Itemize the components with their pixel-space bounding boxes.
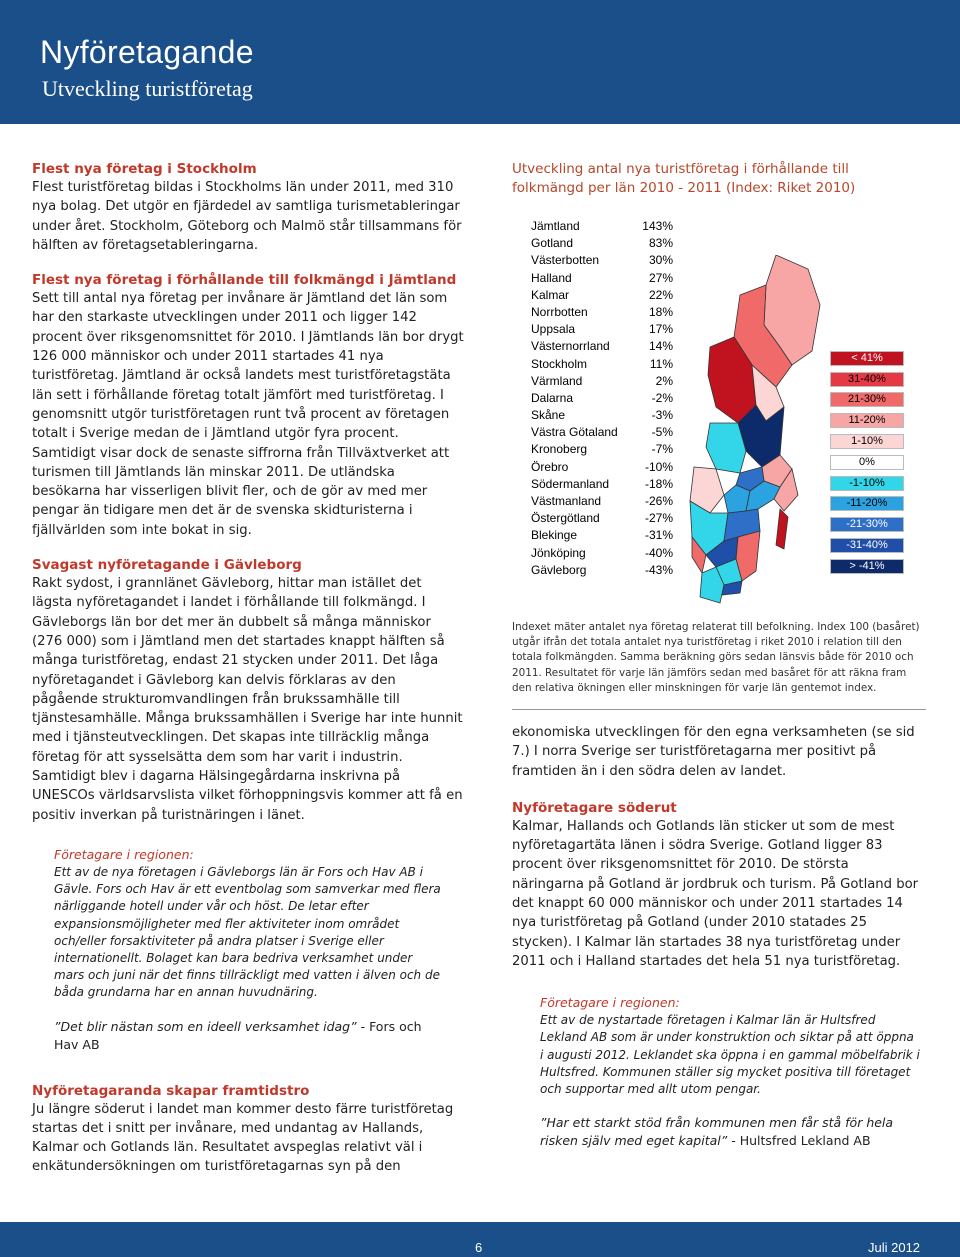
county-value: 11% [649, 356, 673, 371]
county-name: Värmland [531, 373, 583, 388]
county-value: 14% [648, 339, 673, 354]
table-row [531, 407, 673, 424]
table-row [531, 338, 673, 355]
section-text-gavleborg: Rakt sydost, i grannlänet Gävleborg, hittar man istället det lägsta nyföretagandet i landet i förhållande till folkmängd. I Gävleborgs län bor det mer än dubbelt så många människor (276 000) som i Jämtland men det startades knappt hälften så många turistföretag, endast 21 stycken under 2011. Det låga nyföretagandet i Gävleborg kan delvis förklaras av den pågående strukturomvandlingen från brukssamhälle till tjänstesamhälle. Många brukssamhällen i Sverige har inte hunnit med i tjänsteutvecklingen. Det skapas inte tillräcklig många företag för att sysselsätta dem som har varit i industrin. Samtidigt blev i dagarna Hälsingegårdarna inskrivna på UNESCOs världsarvslista vilket förhoppningsvis kommer att få en positiv inverkan på turistnäringen i länet. [32, 576, 463, 823]
legend-label: > -41% [830, 559, 904, 574]
table-row [531, 476, 673, 493]
legend-label: 11-20% [830, 413, 904, 428]
county-name: Skåne [531, 408, 566, 423]
table-row [531, 493, 673, 510]
legend-label: -1-10% [830, 476, 904, 491]
county-name: Norrbotten [531, 304, 588, 319]
county-value: -10% [644, 459, 673, 474]
table-row [531, 287, 673, 304]
map-legend [830, 348, 920, 577]
county-name: Västernorrland [531, 339, 610, 354]
county-value: -3% [651, 408, 673, 423]
table-row [531, 356, 673, 373]
legend-item [830, 514, 920, 535]
table-row [531, 527, 673, 544]
county-value: -7% [651, 442, 673, 457]
legend-label: 1-10% [830, 434, 904, 449]
map-title-line2: folkmängd per län 2010 - 2011 (Index: Riket 2010) [512, 180, 856, 196]
county-name: Västmanland [531, 494, 602, 508]
table-row [531, 252, 673, 269]
company-box-text: Ett av de nya företagen i Gävleborgs län är Fors och Hav AB i Gävle. Fors och Hav är ett eventbolag som samverkar med flera närliggande hotell under vår och höst. De letar efter expansionsmöjligheter med fler aktiviteter inom området och/eller forsaktiviteter på andra platser i Sverige eller internationellt. Bolaget kan bara bedriva verksamhet under mars och juni när det finns tillräckligt med vatten i älven och de båda grundarna har en annan huvudnäring. [54, 864, 441, 1000]
county-name: Västra Götaland [531, 425, 618, 440]
county-value: 83% [648, 236, 673, 251]
page-number: 6 [475, 1240, 483, 1255]
sweden-map [680, 255, 830, 615]
county-name: Kalmar [531, 287, 570, 302]
table-row [531, 510, 673, 527]
section-text-framtidstro: Ju längre söderut i landet man kommer desto färre turistföretag startas det i snitt per invånare, med undantag av Hallands, Kalmar och Gotlands län. Resultatet avspeglas relativt väl i enkätundersökningen om turistföretagarnas syn på den [32, 1101, 454, 1175]
company-box-gavle [54, 847, 446, 1054]
legend-label: -21-30% [830, 517, 904, 532]
county-name: Södermanland [531, 476, 610, 491]
county-name: Östergötland [531, 511, 600, 526]
section-text-jamtland: Sett till antal nya företag per invånare är Jämtland det län som har den starkaste utvecklingen under 2011 och ligger 142 procent över riksgenomsnittet för 2010. I Jämtlands län bor drygt 126 000 människor och under 2011 startades 41 nya turistföretag. Jämtland är också landets mest turistföretagstäta län sett i förhållande företag totalt jämfört med turistföretag. I genomsnitt utgör turistföretagen runt två procent av företagen totalt i Sverige medan de i Jämtland utgör fyra procent. Samtidigt visar dock de senaste siffrorna från Tillväxtverket att turismen till Jämtlands län minskar 2011. De utländska besökarna har visserligen blivit fler, och de gör av med mer pengar än tidigare men det är de svenska skidturisterna i fjällvärlden som inte bokat in sig. [32, 291, 464, 538]
county-name: Västerbotten [531, 253, 600, 268]
legend-label: -31-40% [830, 538, 904, 553]
county-name: Jönköping [531, 545, 586, 560]
county-value: 17% [648, 322, 673, 337]
county-name: Stockholm [531, 356, 588, 371]
method-note: Indexet mäter antalet nya företag relaterat till befolkning. Index 100 (basåret) utgår ifrån det totala antalet nya turistföretag i riket 2010 i relation till den totala folkmängden. Samma beräkning görs sedan länsvis både för 2010 och 2011. Resultatet för varje län jämförs sedan med basåret för att räkna fram den relativa ökningen eller minskningen för varje län gentemot index. [512, 621, 920, 694]
table-row [531, 373, 673, 390]
county-value: -27% [644, 511, 673, 526]
legend-label: 0% [830, 455, 904, 470]
county-value: 22% [648, 287, 673, 302]
table-row [531, 459, 673, 476]
legend-item [830, 348, 920, 369]
county-value: -31% [644, 528, 673, 543]
footer-date: Juli 2012 [868, 1240, 921, 1255]
page-footer [0, 1222, 960, 1257]
county-value: -2% [651, 390, 673, 405]
page-header [0, 0, 960, 124]
table-row [531, 545, 673, 562]
legend-item [830, 535, 920, 556]
county-value: -18% [644, 476, 673, 491]
table-row [531, 424, 673, 441]
county-name: Gävleborg [531, 562, 587, 577]
county-name: Blekinge [531, 528, 578, 543]
company-quote [54, 1018, 446, 1054]
county-value: 2% [655, 373, 673, 388]
table-row [531, 562, 673, 579]
section-heading-framtidstro: Nyföretagaranda skapar framtidstro [32, 1082, 310, 1099]
county-value: -43% [644, 562, 673, 577]
county-value: 143% [642, 219, 673, 233]
table-row [531, 235, 673, 252]
legend-item [830, 410, 920, 431]
page-subtitle: Utveckling turistföretag [42, 76, 253, 101]
section-heading-gavleborg: Svagast nyföretagande i Gävleborg [32, 557, 302, 574]
county-table [531, 218, 673, 579]
legend-label: < 41% [830, 351, 904, 366]
legend-item [830, 390, 920, 411]
legend-item [830, 473, 920, 494]
table-row [531, 390, 673, 407]
county-name: Halland [531, 270, 572, 285]
table-row [531, 304, 673, 321]
table-row [531, 441, 673, 458]
county-name: Uppsala [531, 322, 576, 337]
legend-item [830, 452, 920, 473]
legend-item [830, 494, 920, 515]
quote-author: - Fors och Hav AB [54, 1018, 422, 1052]
right-text-1: ekonomiska utvecklingen för den egna verksamheten (se sid 7.) I norra Sverige ser turistföretagarna mer positivt på framtiden än i den södra delen av landet. [512, 725, 915, 779]
county-name: Dalarna [531, 390, 574, 405]
section-text-stockholm: Flest turistföretag bildas i Stockholms län under 2011, med 310 nya bolag. Det utgör en fjärdedel av samtliga turismetableringar under året. Stockholm, Göteborg och Malmö står tillsammans för hälften av företagsetableringarna. [32, 180, 462, 253]
county-name: Örebro [531, 459, 569, 474]
county-value: -5% [651, 425, 673, 440]
county-value: -26% [644, 494, 673, 508]
quote-author-kalmar: - Hultsfred Lekland AB [727, 1133, 871, 1149]
county-value: 27% [648, 270, 673, 285]
map-title-line1: Utveckling antal nya turistföretag i förhållande till [512, 161, 849, 177]
legend-label: -11-20% [830, 496, 904, 511]
divider [512, 709, 926, 710]
quote-text-kalmar: ”Har ett starkt stöd från kommunen men får stå för hela risken själv med eget kapital” [540, 1115, 894, 1149]
county-value: -40% [644, 545, 673, 560]
company-box-text-kalmar: Ett av de nystartade företagen i Kalmar län är Hultsfred Lekland AB som är under konstruktion och siktar på att öppna i augusti 2012. Leklandet ska öppna i en gammal möbelfabrik i Hultsfred. Kommunen ställer sig mycket positiva till företaget och supportar med allt utom pengar. [540, 1013, 920, 1097]
table-row [531, 218, 673, 235]
company-box-kalmar [540, 995, 920, 1150]
section-heading-stockholm: Flest nya företag i Stockholm [32, 161, 257, 177]
quote-text: ”Det blir nästan som en ideell verksamhet idag” [54, 1018, 357, 1034]
map-region-gotland [776, 509, 788, 549]
legend-item [830, 556, 920, 577]
right-column [512, 723, 924, 1150]
company-quote-kalmar [540, 1114, 920, 1150]
legend-item [830, 369, 920, 390]
table-row [531, 321, 673, 338]
legend-label: 31-40% [830, 372, 904, 387]
map-title [512, 160, 922, 198]
legend-item [830, 431, 920, 452]
company-box-heading-kalmar: Företagare i regionen: [540, 995, 680, 1011]
legend-label: 21-30% [830, 392, 904, 407]
section-heading-soderut: Nyföretagare söderut [512, 799, 677, 816]
table-row [531, 270, 673, 287]
county-value: 18% [648, 304, 673, 319]
section-text-soderut: Kalmar, Hallands och Gotlands län sticker ut som de mest nyföretagartäta länen i södra Sverige. Gotland ligger 83 procent över riksgenomsnittet för 2010. De största näringarna på Gotland är jordbruk och turism. På Gotland bor det knappt 60 000 människor och under 2011 startades 14 nya turistföretag på Gotland (under 2010 statades 25 stycken). I Kalmar län startades 38 nya turistföretag under 2011 och i Halland startades det hela 51 nya turistföretag. [512, 818, 919, 969]
county-name: Gotland [531, 236, 574, 251]
page-title: Nyföretagande [40, 34, 254, 70]
left-column [32, 160, 464, 1177]
county-value: 30% [648, 253, 673, 268]
map-region-dalarna [706, 423, 746, 473]
section-heading-jamtland: Flest nya företag i förhållande till folkmängd i Jämtland [32, 272, 457, 289]
county-name: Kronoberg [531, 442, 588, 457]
county-name: Jämtland [531, 219, 580, 233]
company-box-heading: Företagare i regionen: [54, 846, 194, 862]
